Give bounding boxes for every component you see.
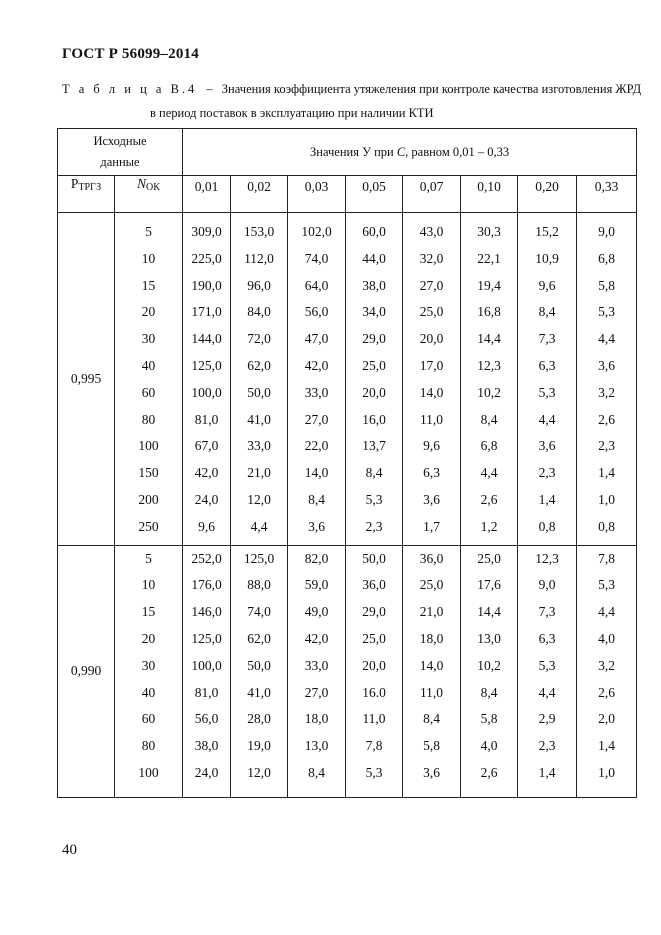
table-cell: 3,6 (598, 357, 615, 373)
table-cell: 5,8 (423, 738, 440, 754)
table-cell: 19,0 (247, 738, 271, 754)
table-cell: 60 (141, 711, 156, 727)
table-cell: 9,6 (198, 518, 215, 534)
table-label: Т а б л и ц а В.4 (62, 82, 198, 96)
table-cell: 50,0 (362, 550, 386, 566)
table-cell: 7,3 (538, 604, 556, 620)
table-cell: 9,0 (598, 224, 615, 239)
table-cell: 250 (138, 518, 159, 534)
table-cell: 14,0 (304, 465, 329, 481)
table-cell: 190,0 (191, 277, 222, 293)
table-cell: 80 (141, 738, 156, 754)
table-cell: 1,4 (538, 764, 556, 780)
table-cell: 27,0 (304, 411, 329, 427)
table-cell: 21,0 (247, 465, 271, 481)
table-cell: 13,0 (477, 630, 501, 646)
table-cell: 4,0 (480, 738, 498, 754)
table-cell: 6,3 (538, 357, 556, 373)
table-cell: 32,0 (419, 250, 444, 266)
table-cell: 8,4 (480, 411, 498, 427)
table-cell: 82,0 (304, 550, 329, 566)
table-cell: 3,6 (423, 491, 440, 507)
table-cell: 33,0 (304, 657, 329, 673)
table-cell: 81,0 (194, 684, 219, 700)
table-cell: 3,6 (423, 764, 440, 780)
table-cell: 29,0 (362, 331, 386, 347)
table-cell: 9,0 (538, 577, 556, 593)
c-column-header: 0,05 (346, 176, 403, 213)
table-cell: 4,4 (480, 465, 498, 481)
table-cell: 42,0 (194, 465, 219, 481)
table-cell: 1,2 (480, 518, 498, 534)
source-data-header: Исходные данные (58, 129, 183, 176)
table-cell: 10 (141, 250, 156, 266)
table-cell: 96,0 (247, 277, 271, 293)
document-code: ГОСТ Р 56099–2014 (62, 46, 199, 62)
table-cell: 67,0 (194, 438, 219, 454)
table-cell: 62,0 (247, 630, 271, 646)
table-cell: 20,0 (362, 384, 386, 400)
table-cell: 12,0 (247, 491, 271, 507)
table-cell: 13,7 (362, 438, 386, 454)
table-cell: 3,6 (308, 518, 325, 534)
table-cell: 36,0 (362, 577, 386, 593)
table-cell: 5,3 (365, 491, 383, 507)
y-values-column (518, 213, 577, 546)
table-cell: 22,1 (477, 250, 501, 266)
table-cell: 10,2 (477, 657, 501, 673)
table-cell: 1,0 (598, 764, 615, 780)
table-cell: 10,9 (535, 250, 559, 266)
table-cell: 81,0 (194, 411, 219, 427)
table-cell: 100 (138, 764, 159, 780)
table-cell: 74,0 (304, 250, 329, 266)
table-cell: 252,0 (191, 550, 222, 566)
table-cell: 40 (141, 357, 156, 373)
table-cell: 14,4 (477, 604, 501, 620)
table-cell: 1,4 (598, 738, 615, 754)
table-cell: 3,6 (538, 438, 556, 454)
n-values (115, 545, 183, 797)
table-cell: 2,3 (538, 738, 556, 754)
table-cell: 88,0 (247, 577, 271, 593)
table-cell: 80 (141, 411, 156, 427)
table-cell: 5,8 (598, 277, 615, 293)
table-cell: 15 (141, 604, 156, 620)
c-column-header: 0,20 (518, 176, 577, 213)
table-cell: 4,4 (598, 331, 615, 347)
table-cell: 30,3 (477, 224, 501, 239)
table-cell: 4,4 (538, 411, 556, 427)
table-cell: 200 (138, 491, 159, 507)
table-cell: 2,6 (480, 491, 498, 507)
table-cell: 25,0 (419, 577, 444, 593)
table-cell: 18,0 (419, 630, 444, 646)
table-cell: 12,0 (247, 764, 271, 780)
table-cell: 25,0 (362, 630, 386, 646)
y-values-column (231, 213, 288, 546)
p-column-header: РТРГЗ (58, 176, 115, 213)
table-cell: 5,8 (480, 711, 498, 727)
block-p-0995 (58, 213, 637, 546)
table-cell: 8,4 (480, 684, 498, 700)
table-cell: 4,4 (538, 684, 556, 700)
table-cell: 7,8 (598, 550, 615, 566)
table-cell: 9,6 (538, 277, 556, 293)
table-cell: 1,4 (538, 491, 556, 507)
table-cell: 20 (141, 630, 156, 646)
table-cell: 20,0 (419, 331, 444, 347)
table-cell: 30 (141, 331, 156, 347)
table-cell: 38,0 (194, 738, 219, 754)
table-cell: 18,0 (304, 711, 329, 727)
table-cell: 41,0 (247, 684, 271, 700)
table-cell: 102,0 (301, 224, 332, 239)
y-values-column (461, 545, 518, 797)
table-cell: 7,3 (538, 331, 556, 347)
table-cell: 2,6 (598, 684, 615, 700)
table-cell: 60,0 (362, 224, 386, 239)
table-cell: 6,8 (480, 438, 498, 454)
n-values (115, 213, 183, 546)
table-cell: 144,0 (191, 331, 222, 347)
table-cell: 0,8 (538, 518, 556, 534)
table-cell: 43,0 (419, 224, 444, 239)
table-cell: 1,7 (423, 518, 440, 534)
table-cell: 11,0 (419, 684, 444, 700)
c-column-header: 0,33 (577, 176, 637, 213)
table-cell: 10,2 (477, 384, 501, 400)
table-cell: 49,0 (304, 604, 329, 620)
table-cell: 2,9 (538, 711, 556, 727)
y-values-column (403, 545, 461, 797)
table-cell: 20,0 (362, 657, 386, 673)
table-cell: 41,0 (247, 411, 271, 427)
table-cell: 19,4 (477, 277, 501, 293)
table-cell: 25,0 (419, 304, 444, 320)
y-values-column (461, 213, 518, 546)
c-column-header: 0,10 (461, 176, 518, 213)
table-cell: 10 (141, 577, 156, 593)
y-values-column (577, 545, 637, 797)
c-column-header: 0,01 (183, 176, 231, 213)
block-p-0990 (58, 545, 637, 797)
y-values-column (288, 545, 346, 797)
table-cell: 5,3 (365, 764, 383, 780)
table-cell: 47,0 (304, 331, 329, 347)
table-cell: 16,0 (362, 411, 386, 427)
table-cell: 20 (141, 304, 156, 320)
table-cell: 44,0 (362, 250, 386, 266)
table-cell: 40 (141, 684, 156, 700)
table-cell: 33,0 (247, 438, 271, 454)
table-cell: 13,0 (304, 738, 329, 754)
y-values-column (231, 545, 288, 797)
table-cell: 3,2 (598, 384, 615, 400)
table-cell: 9,6 (423, 438, 440, 454)
table-cell: 8,4 (308, 764, 325, 780)
table-cell: 42,0 (304, 357, 329, 373)
y-values-column (403, 213, 461, 546)
table-cell: 50,0 (247, 384, 271, 400)
table-cell: 309,0 (191, 224, 222, 239)
table-cell: 11,0 (419, 411, 444, 427)
table-cell: 5,3 (598, 304, 615, 320)
table-cell: 34,0 (362, 304, 386, 320)
table-cell: 16,8 (477, 304, 501, 320)
table-cell: 1,0 (598, 491, 615, 507)
table-cell: 6,8 (598, 250, 615, 266)
table-cell: 125,0 (191, 357, 222, 373)
table-cell: 59,0 (304, 577, 329, 593)
table-cell: 22,0 (304, 438, 329, 454)
c-column-header: 0,02 (231, 176, 288, 213)
table-cell: 42,0 (304, 630, 329, 646)
table-cell: 62,0 (247, 357, 271, 373)
table-cell: 6,3 (538, 630, 556, 646)
table-cell: 8,4 (365, 465, 383, 481)
caption-dash: – (206, 82, 213, 96)
table-cell: 15 (141, 277, 156, 293)
table-cell: 17,6 (477, 577, 501, 593)
table-cell: 5 (145, 224, 152, 239)
table-cell: 225,0 (191, 250, 222, 266)
table-cell: 12,3 (535, 550, 559, 566)
table-cell: 14,4 (477, 331, 501, 347)
table-cell: 56,0 (194, 711, 219, 727)
table-cell: 7,8 (365, 738, 383, 754)
c-column-header: 0,03 (288, 176, 346, 213)
table-cell: 12,3 (477, 357, 501, 373)
y-values-column (577, 213, 637, 546)
table-cell: 8,4 (308, 491, 325, 507)
table-cell: 2,6 (480, 764, 498, 780)
table-cell: 125,0 (243, 550, 275, 566)
table-cell: 3,2 (598, 657, 615, 673)
table-cell: 64,0 (304, 277, 329, 293)
table-cell: 4,4 (250, 518, 268, 534)
table-caption-line1 (62, 82, 641, 97)
table-cell: 21,0 (419, 604, 444, 620)
table-cell: 8,4 (423, 711, 440, 727)
table-cell: 36,0 (419, 550, 444, 566)
table-cell: 56,0 (304, 304, 329, 320)
table-cell: 150 (138, 465, 159, 481)
table-cell: 112,0 (244, 250, 274, 266)
table-cell: 30 (141, 657, 156, 673)
table-cell: 38,0 (362, 277, 386, 293)
table-cell: 100 (138, 438, 159, 454)
table-cell: 5,3 (538, 657, 556, 673)
table-cell: 17,0 (419, 357, 444, 373)
y-values-column (183, 545, 231, 797)
y-values-column (183, 213, 231, 546)
table-cell: 60 (141, 384, 156, 400)
caption-text-1: Значения коэффициента утяжеления при контроле качества изготовления ЖРД (221, 82, 642, 96)
table-cell: 27,0 (304, 684, 329, 700)
n-column-header: NОК (115, 176, 183, 213)
values-header: Значения У при С, равном 0,01 – 0,33 (183, 129, 637, 176)
table-cell: 153,0 (243, 224, 275, 239)
table-cell: 4,4 (598, 604, 615, 620)
table-cell: 33,0 (304, 384, 329, 400)
table-cell: 176,0 (191, 577, 222, 593)
page-number: 40 (62, 842, 77, 858)
y-values-column (288, 213, 346, 546)
p-value: 0,990 (58, 545, 115, 797)
table-cell: 4,0 (598, 630, 615, 646)
table-cell: 8,4 (538, 304, 556, 320)
table-cell: 2,3 (598, 438, 615, 454)
table-cell: 24,0 (194, 491, 219, 507)
table-cell: 28,0 (247, 711, 271, 727)
table-cell: 27,0 (419, 277, 444, 293)
table-caption-line2: в период поставок в эксплуатацию при наличии КТИ (150, 106, 434, 120)
table-cell: 25,0 (477, 550, 501, 566)
y-values-column (518, 545, 577, 797)
p-value: 0,995 (58, 213, 115, 546)
c-column-header: 0,07 (403, 176, 461, 213)
table-cell: 2,6 (598, 411, 615, 427)
table-cell: 14,0 (419, 657, 444, 673)
table-cell: 6,3 (423, 465, 440, 481)
table-cell: 5,3 (538, 384, 556, 400)
table-cell: 16.0 (362, 684, 386, 700)
table-cell: 146,0 (191, 604, 222, 620)
table-cell: 14,0 (419, 384, 444, 400)
y-values-column (346, 545, 403, 797)
table-cell: 2,0 (598, 711, 615, 727)
table-cell: 2,3 (538, 465, 556, 481)
table-cell: 171,0 (191, 304, 222, 320)
table-cell: 72,0 (247, 331, 271, 347)
table-cell: 29,0 (362, 604, 386, 620)
table-cell: 74,0 (247, 604, 271, 620)
table-cell: 100,0 (191, 657, 222, 673)
table-cell: 5 (145, 550, 152, 566)
table-cell: 2,3 (365, 518, 383, 534)
table-cell: 125,0 (191, 630, 222, 646)
table-cell: 84,0 (247, 304, 271, 320)
table-cell: 50,0 (247, 657, 271, 673)
table-cell: 15,2 (535, 224, 559, 239)
coefficient-table (57, 128, 637, 798)
y-values-column (346, 213, 403, 546)
table-cell: 11,0 (362, 711, 386, 727)
table-cell: 100,0 (191, 384, 222, 400)
table-cell: 1,4 (598, 465, 615, 481)
table-cell: 5,3 (598, 577, 615, 593)
table-cell: 25,0 (362, 357, 386, 373)
table-cell: 0,8 (598, 518, 615, 534)
table-cell: 24,0 (194, 764, 219, 780)
